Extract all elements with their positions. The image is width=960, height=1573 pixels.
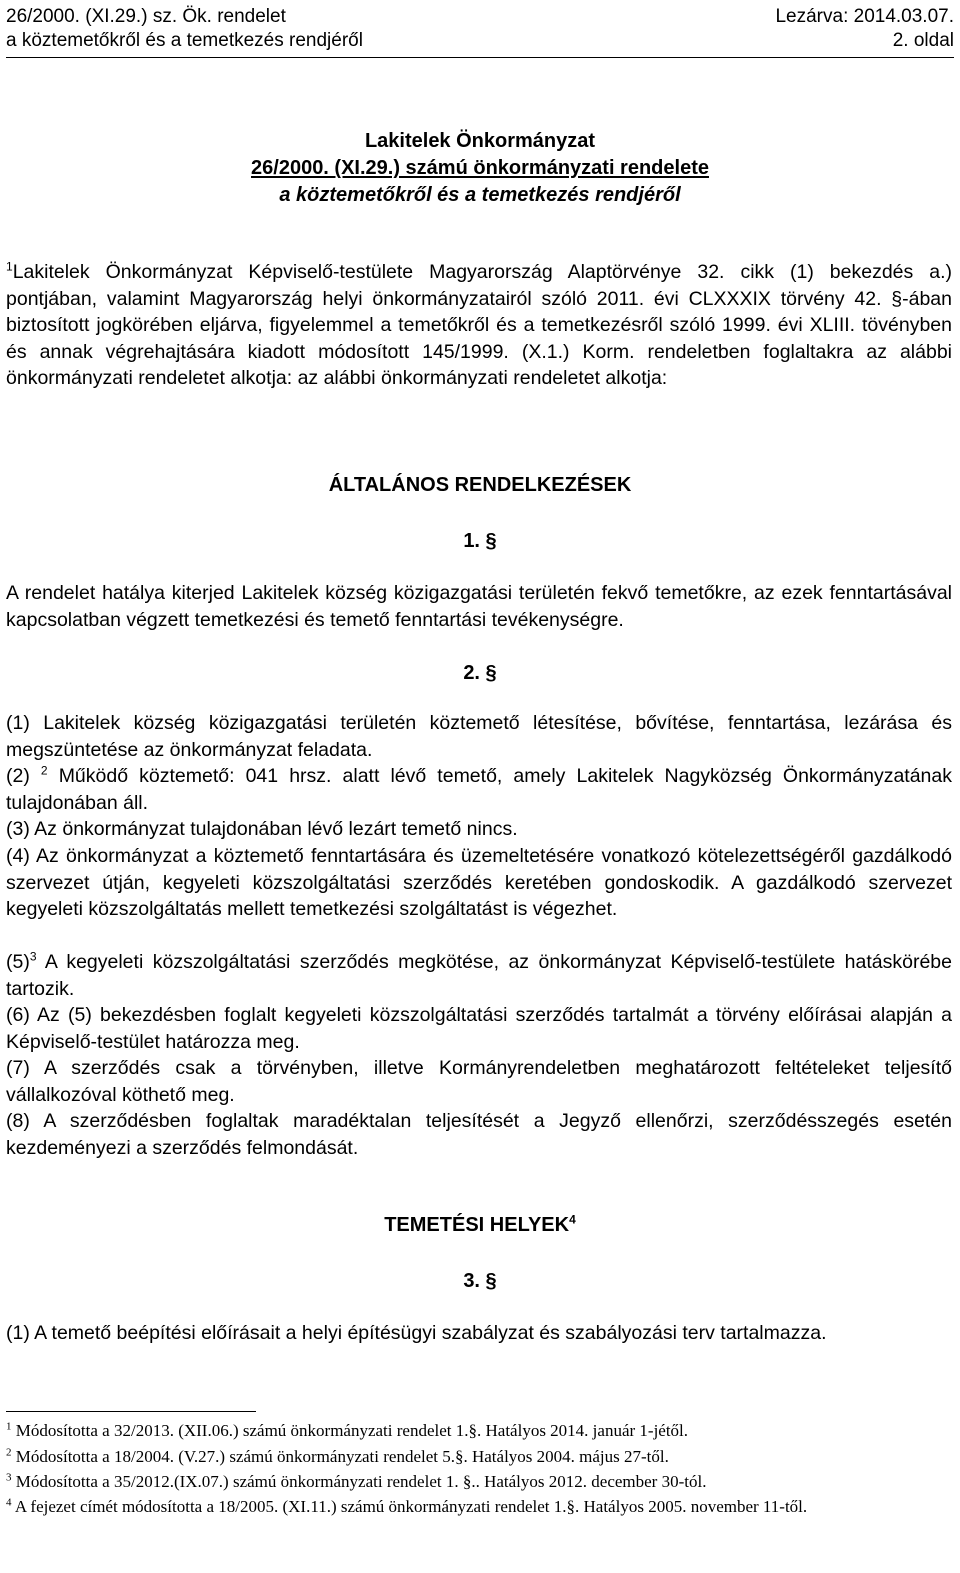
footnote-ref: 2 <box>40 763 48 778</box>
section-2-paragraph-4: (4) Az önkormányzat a köztemető fenntartására és üzemeltetésére vonatkozó kötelezettségéről gazdálkodó szervezet útján, kegyeleti közszolgáltatási szerződés keretében gondoskodik. A gazdálkodó szervezet kegyeleti közszolgáltatás mellett temetkezési szolgáltatást is végezhet. <box>6 845 952 920</box>
header-divider <box>6 57 954 58</box>
header-page-number: 2. oldal <box>892 30 954 51</box>
title-issuer: Lakitelek Önkormányzat <box>364 130 596 152</box>
preamble-paragraph <box>6 259 952 392</box>
title-regulation-number: 26/2000. (XI.29.) számú önkormányzati rendelete <box>251 157 709 179</box>
footnote-2: $^2$ Módosította a 18/2004. (V.27.) számú önkormányzati rendelet 5.§. Hatályos 2004. május 27-től. <box>6 1446 669 1466</box>
section-2-paragraph-3: (3) Az önkormányzat tulajdonában lévő lezárt temető nincs. <box>6 818 518 840</box>
footnote-ref: 4 <box>569 1212 576 1227</box>
section-2-paragraph-6: (6) Az (5) bekezdésben foglalt kegyeleti közszolgáltatási szerződés tartalmát a törvény előírásai alapján a Képviselő-testület határozza meg. <box>6 1004 952 1053</box>
footnote-divider <box>6 1411 256 1412</box>
section-number-1: 1. § <box>463 530 497 552</box>
footnote-ref: 1 <box>6 259 13 274</box>
header-regulation-number: 26/2000. (XI.29.) sz. Ök. rendelet <box>6 6 286 27</box>
footnote-3: $^3$ Módosította a 35/2012.(IX.07.) számú önkormányzati rendelet 1. §.. Hatályos 2012. december 30-tól. <box>6 1471 707 1491</box>
footnote-4: $^4$ A fejezet címét módosította a 18/2005. (XI.11.) számú önkormányzati rendelet 1.§. Hatályos 2005. november 11-től. <box>6 1496 808 1516</box>
footnote-1: $^1$ Módosította a 32/2013. (XII.06.) számú önkormányzati rendelet 1.§. Hatályos 2014. január 1-jétől. <box>6 1420 689 1440</box>
header-closing-date: Lezárva: 2014.03.07. <box>775 6 954 27</box>
section-2-paragraph-8: (8) A szerződésben foglaltak maradéktalan teljesítését a Jegyző ellenőrzi, szerződésszegés esetén kezdeményezi a szerződés felmondását. <box>6 1110 952 1159</box>
header-regulation-subject: a köztemetőkről és a temetkezés rendjéről <box>6 30 363 51</box>
footnote-ref: 3 <box>29 949 37 964</box>
section-number-2: 2. § <box>463 662 497 684</box>
section-1-paragraph: A rendelet hatálya kiterjed Lakitelek község közigazgatási területén fekvő temetőkre, az ezek fenntartásával kapcsolatban végzett temetkezési és temető fenntartási tevékenységre. <box>6 582 952 631</box>
section-heading-burial-places: TEMETÉSI HELYEK$^4$ <box>384 1212 576 1236</box>
preamble-text: Lakitelek Önkormányzat Képviselő-testülete Magyarország Alaptörvénye 32. cikk (1) bekezdés a.) pontjában, valamint Magyarország helyi önkormányzatairól szóló 2011. évi CLXXXIX törvény 42. §-ában biztosított jogkörében eljárva, figyelemmel a temetőkről és a temetkezésről szóló 1999. évi XLIII. tövényben és annak végrehajtására kiadott módosított 145/1999. (X.1.) Korm. rendeletben foglaltakra az alábbi önkormányzati rendeletet alkotja: az alábbi önkormányzati rendeletet alkotja: <box>6 261 952 389</box>
section-2-paragraph-2: (2) $^2$ Működő köztemető: 041 hrsz. alatt lévő temető, amely Lakitelek Nagyközség Önkormányzatának tulajdonában áll. <box>6 763 952 814</box>
section-heading-general: ÁLTALÁNOS RENDELKEZÉSEK <box>328 474 632 496</box>
section-number-3: 3. § <box>463 1270 497 1292</box>
section-2-paragraph-7: (7) A szerződés csak a törvényben, illetve Kormányrendeletben meghatározott feltételeket teljesítő vállalkozóval köthető meg. <box>6 1057 952 1106</box>
section-2-paragraph-1: (1) Lakitelek község közigazgatási területén köztemető létesítése, bővítése, fenntartása, lezárása és megszüntetése az önkormányzat feladata. <box>6 712 952 761</box>
section-3-paragraph-1: (1) A temető beépítési előírásait a helyi építésügyi szabályzat és szabályozási terv tartalmazza. <box>6 1322 827 1344</box>
section-2-paragraph-5: $(5)^3$ A kegyeleti közszolgáltatási szerződés megkötése, az önkormányzat Képviselő-testülete hatáskörébe tartozik. <box>6 949 952 1000</box>
title-regulation-subject: a köztemetőkről és a temetkezés rendjéről <box>279 184 681 206</box>
